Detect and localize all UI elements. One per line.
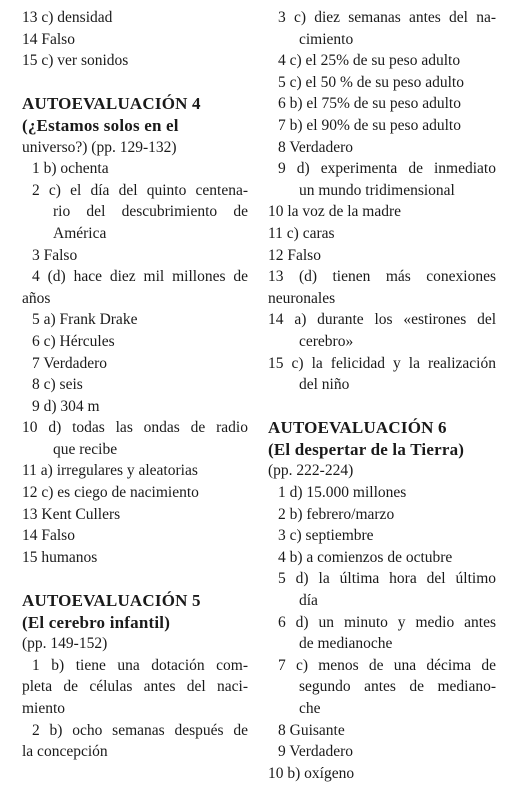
answer-line: (pp. 222-224) [268,462,354,480]
answer-line: 7 c) menos de una décima de [278,656,496,674]
answer-line: (pp. 149-152) [22,635,108,653]
answer-line: 13 Kent Cullers [22,505,121,523]
answer-line: 5 c) el 50 % de su peso adulto [278,73,464,91]
answer-line: cimiento [299,30,354,48]
answer-line: 8 c) seis [32,376,83,394]
answer-line: 9 d) 304 m [32,397,100,415]
answer-line: 9 d) experimenta de inmediato [278,160,496,178]
section-heading: AUTOEVALUACIÓN 5 [22,591,201,611]
answer-line: 3 Falso [32,246,78,264]
answer-line: 15 humanos [22,548,98,566]
answer-line: 7 Verdadero [32,354,108,372]
section-spacer [22,72,248,94]
answer-line: 5 a) Frank Drake [32,311,138,329]
answer-line: de medianoche [299,635,393,653]
section-heading: (El cerebro infantil) [22,612,171,632]
section-heading: AUTOEVALUACIÓN 6 [268,418,447,438]
answer-line: 15 c) la felicidad y la realización [268,354,496,372]
section-spacer [22,568,248,590]
answer-line: 14 Falso [22,527,75,545]
answer-line: pleta de células antes del naci- [22,678,248,696]
answer-line: que recibe [53,440,118,458]
answer-line: rio del descubrimiento de [53,203,248,221]
answer-line: segundo antes de mediano- [299,678,496,696]
answer-line: un mundo tridimensional [299,181,455,199]
answer-line: la concepción [22,743,108,761]
answer-line: 12 c) es ciego de nacimiento [22,484,199,502]
answer-line: 3 c) diez semanas antes del na- [278,9,496,26]
answer-line: 10 d) todas las ondas de radio [22,419,248,437]
answer-line: 1 b) ochenta [32,160,109,178]
answer-line: 14 a) durante los «estirones del [268,311,496,329]
answer-line: 1 b) tiene una dotación com- [32,656,248,674]
answer-line: 2 b) ocho semanas después de [32,721,248,739]
section-heading: (El despertar de la Tierra) [268,439,465,459]
answer-line: miento [22,700,66,717]
section-heading: AUTOEVALUACIÓN 4 [22,94,201,114]
answer-line: 14 Falso [22,30,75,48]
answer-line: 6 b) el 75% de su peso adulto [278,95,461,113]
answer-line: 10 b) oxígeno [268,764,355,782]
left-column [22,7,248,763]
answer-line: 8 Guisante [278,721,345,739]
answer-line: 5 d) la última hora del último [278,570,496,588]
section-heading: (¿Estamos solos en el [22,115,179,135]
section-spacer [268,396,496,418]
answer-line: 15 c) ver sonidos [22,52,129,70]
right-column [268,7,496,784]
answer-line: América [53,224,107,242]
answer-line: 12 Falso [268,246,321,264]
answer-line: 7 b) el 90% de su peso adulto [278,116,461,134]
answer-line: 1 d) 15.000 millones [278,484,407,502]
answer-line: cerebro» [299,332,354,350]
answer-line: 10 la voz de la madre [268,203,401,221]
answer-line: 6 d) un minuto y medio antes [278,613,496,631]
answer-line: 13 (d) tienen más conexiones [268,268,496,286]
answer-line: neuronales [268,289,336,307]
answer-line: universo?) (pp. 129-132) [22,138,177,156]
answer-line: día [299,592,318,610]
answer-line: del niño [299,376,350,394]
answer-line: 9 Verdadero [278,743,354,761]
answer-line: 3 c) septiembre [278,527,374,545]
answer-line: años [22,289,51,307]
answer-line: 8 Verdadero [278,138,354,156]
answer-line: 2 b) febrero/marzo [278,505,395,523]
answer-line: 13 c) densidad [22,9,113,26]
answer-line: 2 c) el día del quinto centena- [32,181,248,199]
answer-line: 4 c) el 25% de su peso adulto [278,52,461,70]
answer-line: 11 a) irregulares y aleatorias [22,462,198,480]
answer-line: 4 (d) hace diez mil millones de [32,268,248,286]
answer-line: che [299,700,321,717]
answer-line: 6 c) Hércules [32,332,115,350]
answer-line: 4 b) a comienzos de octubre [278,548,453,566]
answer-line: 11 c) caras [268,224,335,242]
